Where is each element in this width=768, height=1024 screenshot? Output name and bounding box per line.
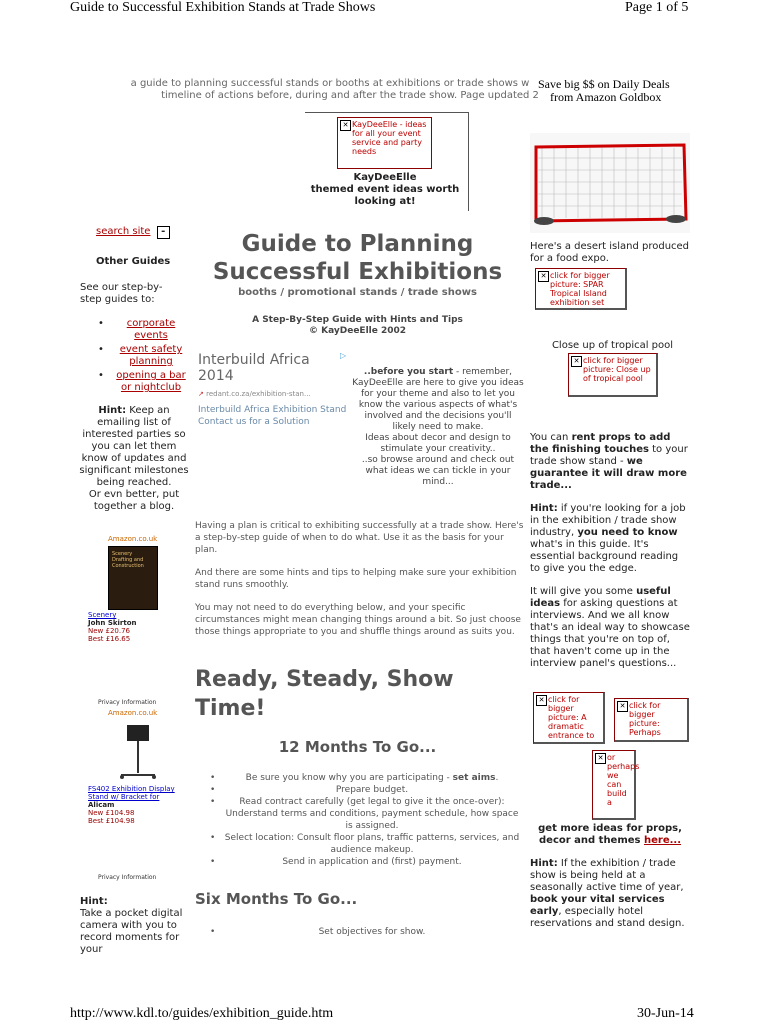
broken-image-icon: ✕ xyxy=(595,753,606,764)
bullet-icon: • xyxy=(210,833,216,843)
list-item xyxy=(210,856,520,868)
kaydee-name: KayDeeElle xyxy=(353,172,417,183)
list-item-text: Be sure you know why you are participating - xyxy=(245,773,453,783)
list-item xyxy=(210,772,520,784)
kaydee-ad-image[interactable] xyxy=(337,117,432,169)
book-early-label: Hint: xyxy=(530,858,558,869)
email-hint-label: Hint: xyxy=(98,405,127,416)
deals-overlay-1[interactable]: Save big $$ on Daily Deals xyxy=(538,77,670,91)
see-guides-text: See our step-by-step guides to: xyxy=(80,282,163,305)
list-item xyxy=(210,832,520,856)
list-item xyxy=(210,926,520,938)
job-hint-text xyxy=(530,503,690,575)
list-item-text: Read contract carefully (get legal to give it the once-over): Understand terms and conditions, payment schedule, how space is assigned. xyxy=(225,797,519,831)
list-item-text: Prepare budget. xyxy=(335,785,409,795)
list-item-text: Select location: Consult floor plans, traffic patterns, services, and audience makeup. xyxy=(224,833,520,855)
email-hint-text: Keep an emailing list of interested parties so you can let them know of updates and significant milestones being reached. xyxy=(79,405,189,488)
deals-overlay-2[interactable]: from Amazon Goldbox xyxy=(550,90,662,104)
guide-link-bar-nightclub[interactable]: opening a bar or nightclub xyxy=(116,370,186,393)
plan-para-3: You may not need to do everything below, and your specific circumstances might mean changing things around a bit. So just choose those things appropriate to you and shuffle things around as suits you. xyxy=(195,603,521,637)
broken-image-icon: ✕ xyxy=(340,120,351,131)
page-footer-date: 30-Jun-14 xyxy=(637,1006,694,1021)
list-item-text: Send in application and (first) payment. xyxy=(282,857,462,867)
amazon-item-2-brand: Alicam xyxy=(88,801,115,809)
spar-island-alt: click for bigger picture: SPAR Tropical Island exhibition set xyxy=(550,271,610,307)
kaydee-ad-alt: KayDeeElle - ideas for all your event service and party needs xyxy=(352,120,427,156)
dramatic-entrance-thumbnail[interactable] xyxy=(533,692,605,744)
more-ideas-link[interactable]: here... xyxy=(643,835,681,846)
job-hint-label: Hint: xyxy=(530,503,558,514)
email-list-hint xyxy=(78,405,190,513)
broken-image-icon: ✕ xyxy=(571,356,582,367)
list-item xyxy=(210,784,520,796)
amazon-item-1-author: John Skirton xyxy=(88,619,137,627)
camera-hint-label: Hint: xyxy=(80,896,108,907)
amazon-item-1-best-price: Best £16.65 xyxy=(88,635,131,643)
build-thumbnail[interactable] xyxy=(592,750,640,820)
list-item-post: . xyxy=(495,773,499,783)
pool-thumbnail[interactable] xyxy=(568,353,658,397)
guide-link-corporate-events[interactable]: corporate events xyxy=(126,318,176,341)
book-early-pre: If the exhibition / trade show is being held at a seasonally active time of year, xyxy=(530,858,684,893)
amazon-item-1-link[interactable]: Scenery xyxy=(88,611,117,619)
useful-ideas-text xyxy=(530,586,690,670)
main-subtitle: booths / promotional stands / trade shows xyxy=(238,287,477,298)
amazon-store-label-1[interactable]: Amazon.co.uk xyxy=(108,535,158,543)
amazon-item-2-best-price: Best £104.98 xyxy=(88,817,135,825)
job-hint-text2: what's in this guide. It's essential background reading to give you the edge. xyxy=(530,539,679,574)
exhibition-net-photo xyxy=(530,133,690,233)
rent-props-bold2: we guarantee it will draw more trade... xyxy=(530,456,687,491)
spar-island-thumbnail[interactable] xyxy=(535,268,627,310)
main-title-line-1: Guide to Planning xyxy=(241,231,474,257)
privacy-info-1[interactable]: Privacy Information xyxy=(98,699,157,706)
pool-caption: Close up of tropical pool xyxy=(551,340,674,351)
amazon-item-2 xyxy=(88,785,178,825)
intro-line-2: timeline of actions before, during and after the trade show. Page updated 2 xyxy=(161,90,539,101)
island-caption: Here's a desert island produced for a food expo. xyxy=(530,241,690,264)
more-ideas-text xyxy=(530,823,690,847)
bullet-icon: • xyxy=(210,857,216,867)
job-hint-bold: you need to know xyxy=(577,527,678,538)
before-you-start xyxy=(352,367,524,488)
main-title xyxy=(195,230,520,286)
byline-line-1: A Step-By-Step Guide with Hints and Tips xyxy=(252,315,463,325)
page-footer-url: http://www.kdl.to/guides/exhibition_guide.htm xyxy=(70,1006,334,1021)
interbuild-ad-desc[interactable]: Interbuild Africa Exhibition Stand Contact us for a Solution xyxy=(198,405,347,427)
months-6-heading: Six Months To Go... xyxy=(195,890,358,908)
byline-line-2: © KayDeeElle 2002 xyxy=(308,326,407,336)
bullet-icon: • xyxy=(210,797,216,807)
bullet-icon: • xyxy=(98,344,104,355)
privacy-info-2[interactable]: Privacy Information xyxy=(98,874,157,881)
bullet-icon: • xyxy=(98,370,104,381)
perhaps-thumbnail[interactable] xyxy=(614,698,689,742)
amazon-store-label-2[interactable]: Amazon.co.uk xyxy=(108,709,158,717)
camera-hint-text: Take a pocket digital camera with you to record moments for your xyxy=(80,908,183,955)
guide-link-event-safety[interactable]: event safety planning xyxy=(119,344,183,367)
useful-ideas-post: for asking questions at interviews. And we all know that's an ideal way to showcase things that you're on top of, that haven't come up in the interview panel's questions... xyxy=(530,598,690,669)
interbuild-ad-url[interactable]: redant.co.za/exhibition-stan... xyxy=(206,390,311,398)
search-site-row xyxy=(96,226,170,239)
search-site-button[interactable]: - xyxy=(157,226,170,239)
ad-choices-icon[interactable]: ▷ xyxy=(340,351,347,360)
interbuild-ad-title[interactable]: Interbuild Africa 2014 xyxy=(198,352,310,384)
build-alt: or perhaps we can build a xyxy=(607,753,640,807)
rent-props-mid: to your trade show stand - xyxy=(530,444,688,467)
bullet-icon: • xyxy=(210,785,216,795)
before-text2: Ideas about decor and design to stimulate your creativity.. xyxy=(365,433,511,454)
page-header-number: Page 1 of 5 xyxy=(625,0,689,15)
book-early-post: , especially hotel reservations and stand design. xyxy=(530,906,685,929)
amazon-item-1 xyxy=(88,611,137,643)
dramatic-entrance-alt: click for bigger picture: A dramatic entrance to xyxy=(548,695,595,740)
list-item-text: Set objectives for show. xyxy=(318,927,426,937)
before-text3: ..so browse around and check out what ideas we can tickle in your mind... xyxy=(361,455,515,487)
book-cover-image[interactable] xyxy=(108,546,158,610)
search-site-link[interactable]: search site xyxy=(96,226,151,237)
guides-list xyxy=(96,318,188,394)
broken-image-icon: ✕ xyxy=(617,701,628,712)
amazon-item-2-link[interactable]: FS402 Exhibition Display Stand w/ Bracket for xyxy=(88,785,175,801)
kaydee-caption: themed event ideas worth looking at! xyxy=(310,184,460,207)
guide-item-bar-nightclub xyxy=(96,370,188,394)
guide-item-corporate-events xyxy=(96,318,188,342)
main-title-line-2: Successful Exhibitions xyxy=(212,259,503,285)
job-hint-text1: if you're looking for a job in the exhibition / trade show industry, xyxy=(530,503,686,538)
months-12-heading: 12 Months To Go... xyxy=(278,738,437,756)
pool-alt: click for bigger picture: Close up of tropical pool xyxy=(583,356,651,383)
interbuild-ad-url-row xyxy=(198,390,348,398)
intro-line-1: a guide to planning successful stands or booths at exhibitions or trade shows w xyxy=(130,78,530,89)
book-early-bold: book your vital services early xyxy=(530,894,665,917)
book-early-hint xyxy=(530,858,695,930)
rent-props-pre: You can xyxy=(530,432,572,443)
bullet-icon: • xyxy=(210,773,216,783)
plan-para-1: Having a plan is critical to exhibiting successfully at a trade show. Here's a step-by-step guide of when to do what. Use it as the basis for your plan. xyxy=(195,521,524,555)
ad-arrow-icon: ↗ xyxy=(198,390,204,398)
useful-ideas-pre: It will give you some xyxy=(530,586,637,597)
before-text: - remember, KayDeeElle are here to give you ideas for your theme and also to let you know the various aspects of what's involved and the decisions you'll likely need to make. xyxy=(352,367,524,432)
display-stand-image[interactable] xyxy=(113,721,163,781)
byline xyxy=(195,315,520,337)
email-hint-text2: Or evn better, put together a blog. xyxy=(88,489,180,512)
book-cover-title: Scenery Drafting and Construction xyxy=(112,551,144,569)
list-item xyxy=(210,796,520,832)
camera-hint xyxy=(80,896,190,956)
amazon-item-2-new-price: New £104.98 xyxy=(88,809,135,817)
other-guides-heading: Other Guides xyxy=(96,256,171,267)
broken-image-icon: ✕ xyxy=(538,271,549,282)
interbuild-ad[interactable] xyxy=(198,352,348,452)
plan-para-2: And there are some hints and tips to helping make sure your exhibition stand runs smoothly. xyxy=(195,568,517,590)
page-header-title: Guide to Successful Exhibition Stands at Trade Shows xyxy=(70,0,376,15)
broken-image-icon: ✕ xyxy=(536,695,547,706)
amazon-item-1-new-price: New £20.76 xyxy=(88,627,130,635)
list-item-bold: set aims xyxy=(452,773,496,783)
months-12-list xyxy=(210,772,520,868)
bullet-icon: • xyxy=(98,318,104,329)
useful-ideas-bold: useful ideas xyxy=(530,586,671,609)
perhaps-alt: click for bigger picture: Perhaps xyxy=(629,701,661,737)
more-ideas-label: get more ideas for props, decor and themes xyxy=(538,823,682,846)
before-heading: ..before you start xyxy=(363,367,454,377)
rent-props-bold: rent props to add the finishing touches xyxy=(530,432,671,455)
guide-item-event-safety xyxy=(96,344,188,368)
months-6-list xyxy=(210,926,520,938)
rent-props-text xyxy=(530,432,690,492)
ready-heading: Ready, Steady, Show Time! xyxy=(195,667,454,721)
bullet-icon: • xyxy=(210,927,216,937)
